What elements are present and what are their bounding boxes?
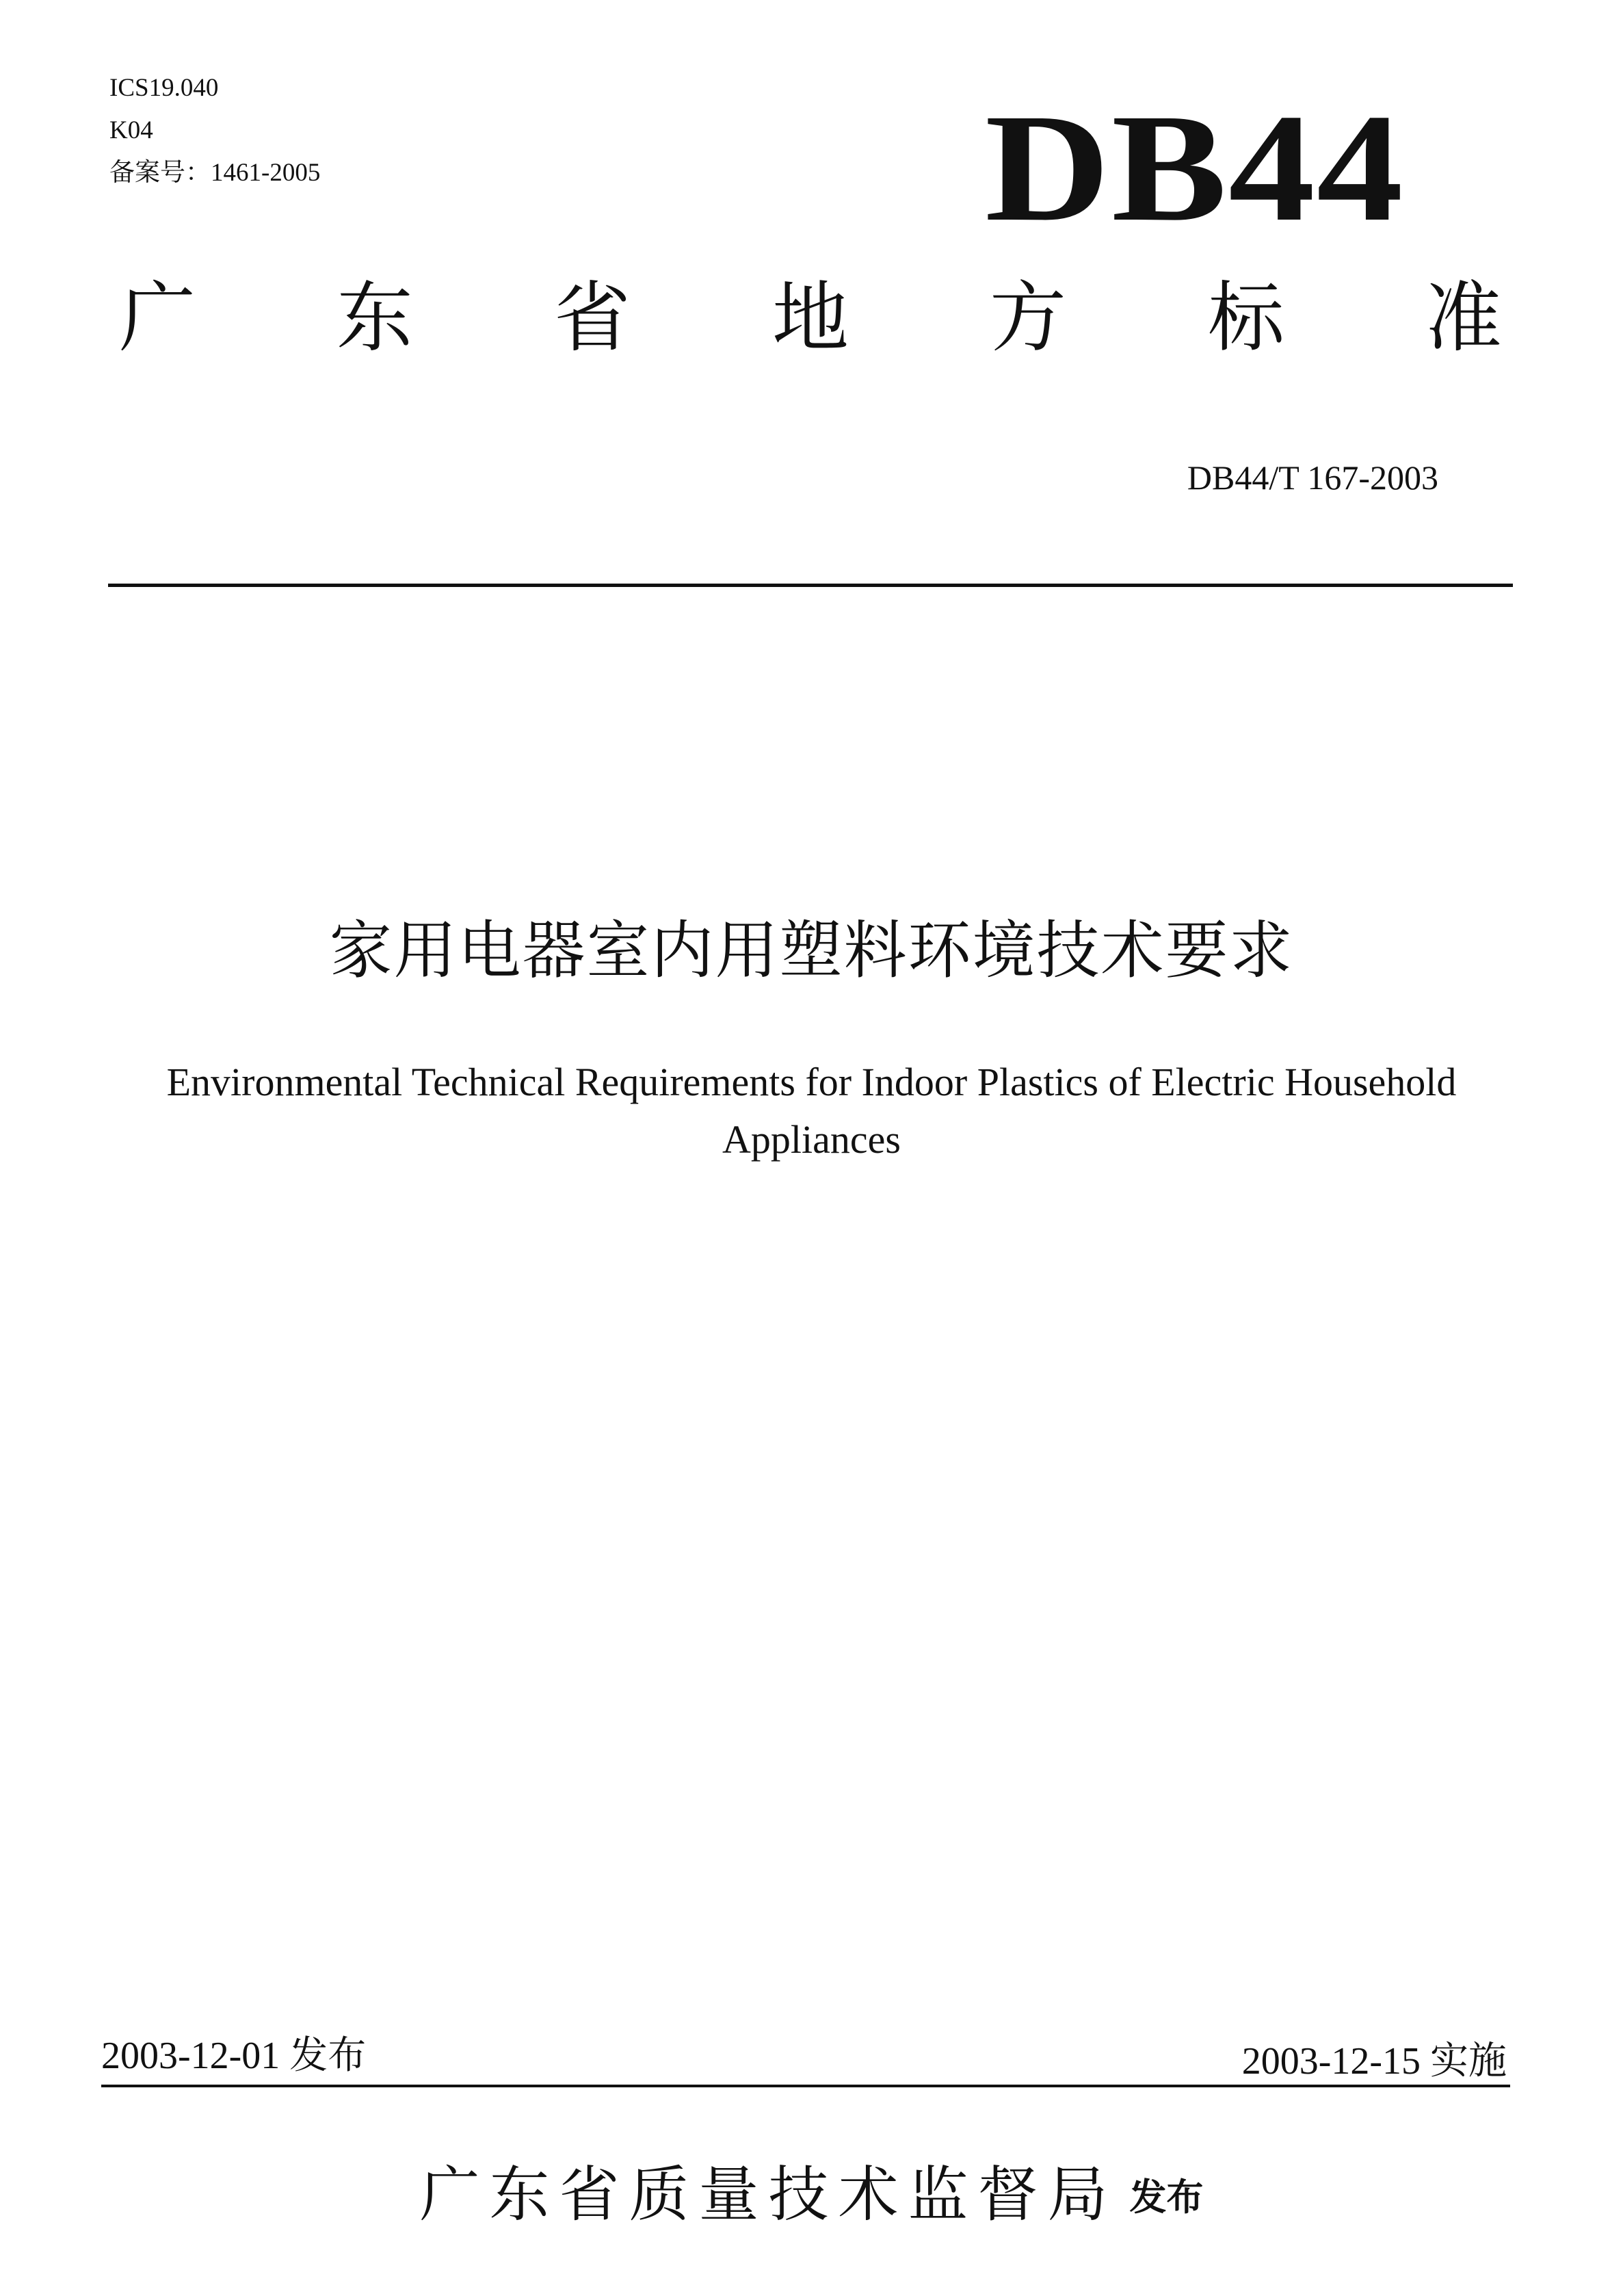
standard-type-char: 地: [772, 274, 849, 363]
issuing-authority: [0, 2154, 1623, 2236]
ics-code: ICS19.040: [109, 74, 219, 102]
standard-type-char: 广: [119, 274, 196, 363]
implementation-date: 2003-12-15 实施: [1241, 2040, 1507, 2083]
standard-type-char: 标: [1208, 274, 1284, 363]
issuer-suffix: 发布: [1129, 2176, 1204, 2219]
standard-type-heading: [103, 270, 1518, 380]
issue-date: 2003-12-01 发布: [101, 2035, 367, 2077]
header-divider: [108, 584, 1513, 587]
standard-number: DB44/T 167-2003: [1187, 458, 1438, 497]
classification-codes: [109, 67, 320, 194]
standard-type-char: 东: [337, 274, 413, 363]
english-title: [123, 1054, 1500, 1169]
standard-type-char: 省: [554, 274, 631, 363]
standard-type-char: 方: [990, 274, 1066, 363]
english-title-line-1: Environmental Technical Requirements for Indoor Plastics of Electric Household: [166, 1060, 1457, 1104]
standard-type-char: 准: [1425, 274, 1502, 363]
footer-divider: [101, 2085, 1510, 2087]
chinese-title: 家用电器室内用塑料环境技术要求: [329, 914, 1294, 987]
ccs-code: K04: [109, 116, 153, 144]
record-number: 备案号：1461-2005: [109, 159, 321, 187]
issuer-name: 广东省质量技术监督局: [419, 2159, 1118, 2230]
english-title-line-2: Appliances: [722, 1117, 901, 1162]
db44-logo: DB44: [985, 82, 1405, 253]
